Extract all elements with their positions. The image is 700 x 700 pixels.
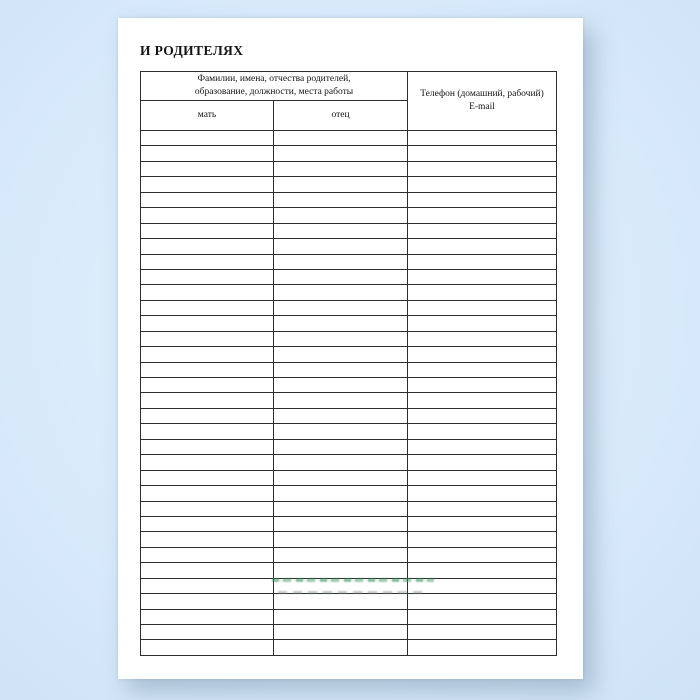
cell-contact — [408, 331, 557, 346]
cell-mother — [141, 501, 274, 516]
table-row — [141, 408, 557, 423]
cell-mother — [141, 316, 274, 331]
table-row — [141, 347, 557, 362]
cell-mother — [141, 223, 274, 238]
cell-contact — [408, 408, 557, 423]
table-row — [141, 161, 557, 176]
table-row — [141, 254, 557, 269]
cell-father — [274, 609, 408, 624]
cell-contact — [408, 208, 557, 223]
cell-father — [274, 146, 408, 161]
table-row — [141, 625, 557, 640]
cell-father — [274, 254, 408, 269]
cell-contact — [408, 594, 557, 609]
cell-father — [274, 269, 408, 284]
table-row — [141, 439, 557, 454]
cell-father — [274, 331, 408, 346]
table-row — [141, 547, 557, 562]
cell-mother — [141, 532, 274, 547]
cell-contact — [408, 501, 557, 516]
cell-contact — [408, 470, 557, 485]
cell-father — [274, 470, 408, 485]
cell-mother — [141, 362, 274, 377]
page-title: И РОДИТЕЛЯХ — [140, 43, 244, 58]
cell-mother — [141, 486, 274, 501]
table-row — [141, 177, 557, 192]
cell-father — [274, 177, 408, 192]
cell-mother — [141, 192, 274, 207]
cell-mother — [141, 594, 274, 609]
cell-contact — [408, 223, 557, 238]
cell-father — [274, 378, 408, 393]
cell-contact — [408, 161, 557, 176]
document-page — [118, 18, 583, 679]
table-row — [141, 223, 557, 238]
cell-father — [274, 239, 408, 254]
table-row — [141, 362, 557, 377]
cell-contact — [408, 378, 557, 393]
cell-father — [274, 393, 408, 408]
table-row — [141, 331, 557, 346]
cell-contact — [408, 578, 557, 593]
cell-father — [274, 501, 408, 516]
table-row — [141, 470, 557, 485]
cell-mother — [141, 161, 274, 176]
cell-father — [274, 161, 408, 176]
cell-mother — [141, 563, 274, 578]
table-row — [141, 640, 557, 655]
cell-contact — [408, 362, 557, 377]
cell-contact — [408, 347, 557, 362]
cell-contact — [408, 192, 557, 207]
table-row — [141, 516, 557, 531]
table-row — [141, 285, 557, 300]
table-row — [141, 300, 557, 315]
cell-father — [274, 486, 408, 501]
cell-mother — [141, 254, 274, 269]
cell-mother — [141, 578, 274, 593]
cell-contact — [408, 455, 557, 470]
cell-contact — [408, 609, 557, 624]
cell-mother — [141, 177, 274, 192]
table-row — [141, 378, 557, 393]
cell-contact — [408, 269, 557, 284]
cell-contact — [408, 439, 557, 454]
cell-father — [274, 578, 408, 593]
cell-mother — [141, 455, 274, 470]
table-row — [141, 393, 557, 408]
cell-contact — [408, 547, 557, 562]
cell-contact — [408, 300, 557, 315]
cell-mother — [141, 331, 274, 346]
cell-father — [274, 625, 408, 640]
cell-contact — [408, 131, 557, 146]
cell-father — [274, 362, 408, 377]
cell-contact — [408, 532, 557, 547]
table-row — [141, 609, 557, 624]
cell-father — [274, 347, 408, 362]
cell-contact — [408, 563, 557, 578]
cell-contact — [408, 146, 557, 161]
cell-mother — [141, 300, 274, 315]
header-father: отец — [274, 101, 408, 131]
header-contact-line2: E-mail — [469, 102, 495, 112]
cell-contact — [408, 640, 557, 655]
cell-father — [274, 408, 408, 423]
header-parents-line2: образование, должности, места работы — [194, 87, 354, 97]
table-row — [141, 146, 557, 161]
cell-father — [274, 223, 408, 238]
cell-mother — [141, 146, 274, 161]
header-parents-group — [141, 72, 408, 101]
cell-mother — [141, 285, 274, 300]
cell-father — [274, 300, 408, 315]
table-row — [141, 131, 557, 146]
table-row — [141, 563, 557, 578]
cell-mother — [141, 131, 274, 146]
cell-father — [274, 547, 408, 562]
table-row — [141, 192, 557, 207]
cell-mother — [141, 269, 274, 284]
table-row — [141, 455, 557, 470]
header-contact — [408, 72, 557, 131]
cell-mother — [141, 547, 274, 562]
cell-father — [274, 131, 408, 146]
cell-contact — [408, 625, 557, 640]
cell-father — [274, 455, 408, 470]
cell-father — [274, 516, 408, 531]
cell-father — [274, 316, 408, 331]
cell-mother — [141, 408, 274, 423]
table-row — [141, 501, 557, 516]
cell-mother — [141, 470, 274, 485]
table-body — [141, 131, 557, 656]
cell-contact — [408, 254, 557, 269]
table-row — [141, 532, 557, 547]
cell-father — [274, 192, 408, 207]
table-row — [141, 316, 557, 331]
cell-father — [274, 285, 408, 300]
cell-contact — [408, 393, 557, 408]
cell-mother — [141, 378, 274, 393]
cell-father — [274, 640, 408, 655]
cell-father — [274, 532, 408, 547]
cell-contact — [408, 424, 557, 439]
cell-contact — [408, 239, 557, 254]
cell-mother — [141, 439, 274, 454]
cell-mother — [141, 239, 274, 254]
cell-mother — [141, 208, 274, 223]
cell-mother — [141, 625, 274, 640]
parents-info-table — [140, 71, 557, 656]
cell-contact — [408, 285, 557, 300]
header-mother: мать — [141, 101, 274, 131]
cell-contact — [408, 177, 557, 192]
cell-mother — [141, 347, 274, 362]
table-row — [141, 239, 557, 254]
cell-father — [274, 594, 408, 609]
header-row-group — [141, 72, 557, 101]
cell-contact — [408, 316, 557, 331]
cell-mother — [141, 640, 274, 655]
cell-mother — [141, 609, 274, 624]
table-row — [141, 486, 557, 501]
cell-father — [274, 439, 408, 454]
cell-mother — [141, 516, 274, 531]
table-row — [141, 208, 557, 223]
table-row — [141, 594, 557, 609]
cell-contact — [408, 486, 557, 501]
cell-mother — [141, 424, 274, 439]
table-row — [141, 269, 557, 284]
header-contact-line1: Телефон (домашний, рабочий) — [420, 89, 544, 100]
cell-father — [274, 424, 408, 439]
cell-mother — [141, 393, 274, 408]
cell-father — [274, 208, 408, 223]
header-parents-line1: Фамилии, имена, отчества родителей, — [197, 74, 351, 85]
cell-contact — [408, 516, 557, 531]
table-row — [141, 424, 557, 439]
table-row — [141, 578, 557, 593]
cell-father — [274, 563, 408, 578]
